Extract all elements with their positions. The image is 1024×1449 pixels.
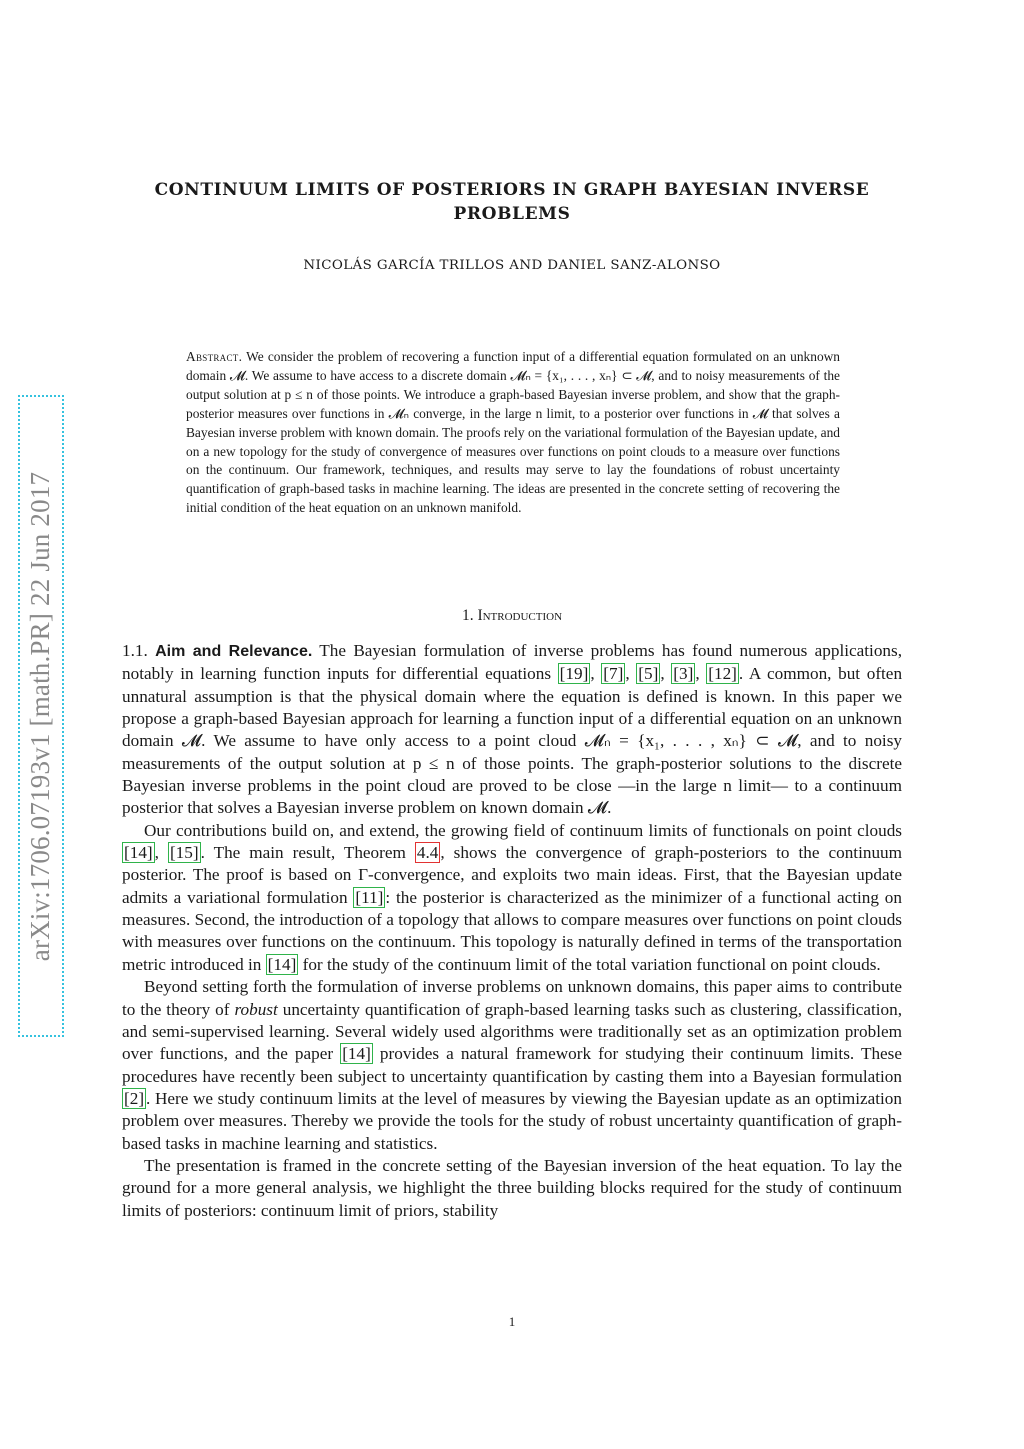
citation-link[interactable]: [12] bbox=[708, 664, 737, 684]
section-number: 1. bbox=[461, 607, 474, 624]
page-number: 1 bbox=[508, 1314, 516, 1329]
paragraph-text: uncertainty quantification of graph-based learning tasks such as clustering, classification, and semi-supervised learning. Several widely used algorithms were traditionally set as an optimization problem over functions, and the paper bbox=[122, 999, 903, 1064]
citation-link[interactable]: [14] bbox=[124, 843, 153, 863]
arxiv-identifier: arXiv:1706.07193v1 [math.PR] 22 Jun 2017 bbox=[25, 471, 56, 961]
subsection-number: 1.1. bbox=[122, 641, 148, 660]
paragraph-text: Beyond setting forth the formulation of inverse problems on unknown domains, this paper aims to contribute to the theory of bbox=[122, 977, 902, 1019]
section-heading bbox=[120, 607, 904, 625]
citation-link[interactable]: [14] bbox=[267, 954, 297, 974]
paragraph-1: 1.1. Aim and Relevance. The Bayesian formulation of inverse problems has found numerous applications, notably in learning function inputs for differential equations [19] , [7] , [5] , [3] , [12] . A common, but often unnatural assumption is that the physical domain where the equation is defined is known. In this paper we propose a graph-based Bayesian approach for learning a function input of a differential equation on an unknown domain 𝓜. We assume to have only access to a point cloud 𝓜ₙ = {x₁, . . . , xₙ} ⊂ 𝓜, and to noisy measurements of the output solution at p ≤ n of those points. The graph-posterior solutions to the discrete Bayesian inverse problems in the point cloud are proved to be close —in the large n limit— to a continuum posterior that solves a Bayesian inverse problem on known domain 𝓜. bbox=[122, 641, 903, 818]
paragraph-text: provides a natural framework for studying their continuum limits. These procedures have recently been subject to uncertainty quantification by casting them into a Bayesian formulation bbox=[122, 1044, 902, 1086]
paragraph-text: . Here we study continuum limits at the level of measures by viewing the Bayesian update as an optimization problem over measures. Thereby we provide the tools for the study of robust uncertainty quantification of graph-based tasks in machine learning and statistics. bbox=[122, 1088, 902, 1153]
abstract-text: We consider the problem of recovering a function input of a differential equation formulated on an unknown domain 𝓜. We assume to have access to a discrete domain 𝓜ₙ = {x₁, . . . , xₙ} ⊂ 𝓜, and to noisy measurements of the output solution at p ≤ n of those points. We introduce a graph-based Bayesian inverse problem, and show that the graph-posterior measures over functions in 𝓜ₙ converge, in the large n limit, to a posterior over functions in 𝓜 that solves a Bayesian inverse problem with known domain. The proofs rely on the variational formulation of the Bayesian update, and on a new topology for the study of convergence of measures over functions on point clouds to a measure over functions on the continuum. Our framework, techniques, and results may serve to lay the foundations of robust uncertainty quantification of graph-based tasks in machine learning. The ideas are presented in the concrete setting of recovering the initial condition of the heat equation on an unknown manifold. bbox=[186, 349, 841, 516]
paragraph-text: for the study of the continuum limit of the total variation functional on point clouds. bbox=[302, 954, 881, 974]
citation-link[interactable]: [14] bbox=[342, 1044, 371, 1064]
paragraph-text: Our contributions build on, and extend, the growing field of continuum limits of functionals on point clouds bbox=[144, 820, 902, 840]
section-title: Introduction bbox=[477, 607, 563, 624]
abstract-label: Abstract. bbox=[186, 349, 243, 364]
citation-link[interactable]: [7] bbox=[603, 664, 624, 684]
paragraph-text: The Bayesian formulation of inverse problems has found numerous applications, notably in learning function inputs for differential equations bbox=[122, 641, 902, 684]
paper-title bbox=[120, 178, 904, 226]
citation-link[interactable]: [15] bbox=[169, 843, 199, 863]
emphasis: robust bbox=[234, 999, 278, 1019]
body-text bbox=[122, 640, 902, 1222]
citation-link[interactable]: [5] bbox=[638, 664, 659, 684]
citation-link[interactable]: [19] bbox=[559, 664, 589, 684]
theorem-link[interactable]: 4.4 bbox=[416, 843, 439, 863]
paragraph-text: The presentation is framed in the concrete setting of the Bayesian inversion of the heat equation. To lay the ground for a more general analysis, we highlight the three building blocks required for the study of continuum limits of posteriors: continuum limit of priors, stability bbox=[122, 1155, 902, 1220]
subsection-title: Aim and Relevance. bbox=[155, 643, 313, 660]
arxiv-stamp[interactable] bbox=[18, 395, 64, 1037]
citation-link[interactable]: [3] bbox=[673, 664, 694, 684]
title-line-2: PROBLEMS bbox=[453, 204, 571, 224]
title-line-1: CONTINUUM LIMITS OF POSTERIORS IN GRAPH BAYESIAN INVERSE bbox=[154, 180, 870, 200]
paragraph-text: : the posterior is characterized as the minimizer of a functional acting on measures. Second, the introduction of a topology that allows to compare measures over functions on point clouds with measures over functions on the continuum. This topology is naturally defined in terms of the transportation metric introduced in bbox=[122, 887, 902, 974]
paragraph-2: Our contributions build on, and extend, the growing field of continuum limits of functionals on point clouds [14] , [15] . The main result, Theorem 4.4 , shows the convergence of graph-posteriors to the continuum posterior. The proof is based on Γ-convergence, and exploits two main ideas. First, that the Bayesian update admits a variational formulation [11] : the posterior is characterized as the minimizer of a functional acting on measures. Second, the introduction of a topology that allows to compare measures over functions on point clouds with measures over functions on the continuum. This topology is naturally defined in terms of the transportation metric introduced in [14] for the study of the continuum limit of the total variation functional on point clouds. bbox=[122, 820, 902, 974]
paragraph-text: . The main result, Theorem bbox=[200, 843, 406, 863]
citation-link[interactable]: [11] bbox=[355, 887, 384, 907]
paragraph-text: A common, but often unnatural assumption is that the physical domain where the equation is defined is known. In this paper we propose a graph-based Bayesian approach for learning a function input of a differential equation on an unknown domain 𝓜. We assume to have only access to a point cloud 𝓜ₙ = {x₁, . . . , xₙ} ⊂ 𝓜, and to noisy measurements of the output solution at p ≤ n of those points. The graph-posterior solutions to the discrete Bayesian inverse problems in the point cloud are proved to be close —in the large n limit— to a continuum posterior that solves a Bayesian inverse problem on known domain 𝓜. bbox=[122, 664, 903, 818]
paragraph-text: , shows the convergence of graph-posteriors to the continuum posterior. The proof is based on Γ-convergence, and exploits two main ideas. First, that the Bayesian update admits a variational formulation bbox=[122, 843, 902, 907]
authors: NICOLÁS GARCÍA TRILLOS AND DANIEL SANZ-ALONSO bbox=[303, 258, 721, 273]
paragraph-3 bbox=[122, 976, 902, 1155]
citation-link[interactable]: [2] bbox=[124, 1088, 145, 1108]
paragraph-4 bbox=[122, 1155, 902, 1222]
abstract bbox=[186, 348, 840, 518]
